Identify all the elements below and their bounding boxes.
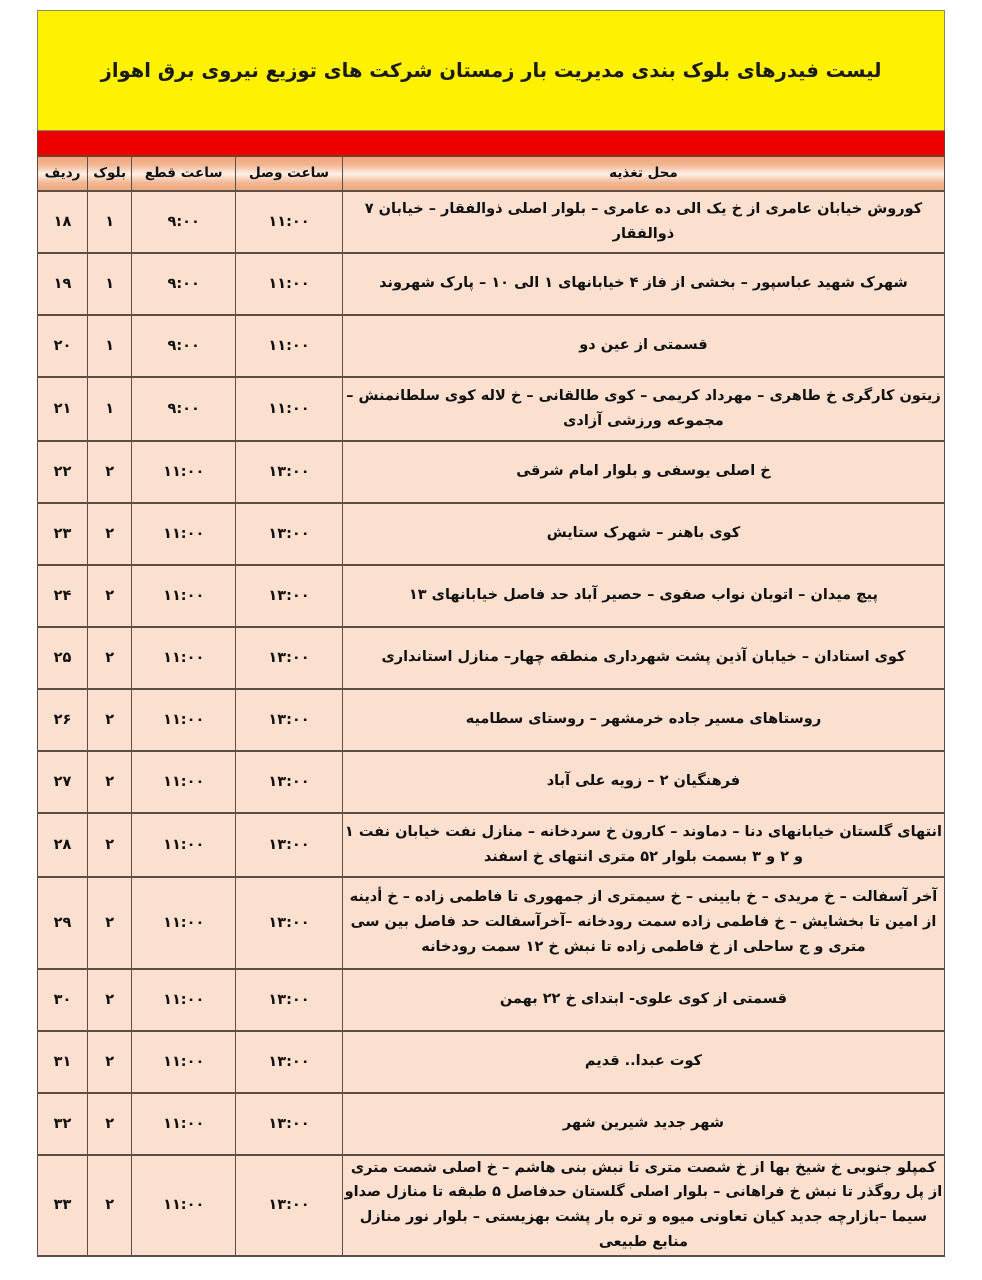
cell-index: ۳۳: [38, 1155, 88, 1257]
table-row: [38, 503, 945, 565]
page-title: لیست فیدرهای بلوک بندی مدیریت بار زمستان شرکت های توزیع نیروی برق اهواز: [100, 58, 882, 82]
cell-outage-time: ۱۱:۰۰: [132, 689, 236, 751]
cell-block: ۲: [88, 1031, 132, 1093]
table-row: [38, 751, 945, 813]
cell-location: کوروش خیابان عامری از خ یک الی ده عامری – بلوار اصلی ذوالفقار – خیابان ۷ ذوالفقار: [342, 191, 944, 253]
cell-block: ۱: [88, 191, 132, 253]
cell-location: شهرک شهید عباسپور – بخشی از فاز ۴ خیابانهای ۱ الی ۱۰ – پارک شهروند: [342, 253, 944, 315]
cell-outage-time: ۱۱:۰۰: [132, 751, 236, 813]
cell-block: ۲: [88, 969, 132, 1031]
cell-index: ۲۴: [38, 565, 88, 627]
table-row: [38, 689, 945, 751]
table-row: [38, 969, 945, 1031]
cell-restore-time: ۱۳:۰۰: [236, 1093, 343, 1155]
cell-index: ۲۰: [38, 315, 88, 377]
cell-location: کوی استادان – خیابان آذین پشت شهرداری منطقه چهار– منازل استانداری: [342, 627, 944, 689]
accent-bar: [37, 130, 945, 156]
cell-restore-time: ۱۳:۰۰: [236, 627, 343, 689]
cell-block: ۱: [88, 253, 132, 315]
cell-location: آخر آسفالت – خ مریدی – خ بایینی – خ سیمتری از جمهوری تا فاطمی زاده – خ أدینه از امین تا بخشایش – خ فاطمی زاده سمت رودخانه –آخرآسفالت حد فاصل بین سی متری و ج ساحلی از خ فاطمی زاده تا نبش خ ۱۲ سمت رودخانه: [342, 877, 944, 969]
cell-restore-time: ۱۳:۰۰: [236, 441, 343, 503]
cell-location: کوی باهنر – شهرک ستایش: [342, 503, 944, 565]
cell-index: ۲۸: [38, 813, 88, 877]
cell-index: ۳۲: [38, 1093, 88, 1155]
table-header: [38, 157, 945, 191]
cell-index: ۲۳: [38, 503, 88, 565]
table-row: [38, 191, 945, 253]
table-row: [38, 1155, 945, 1257]
table-body: [38, 191, 945, 1257]
cell-outage-time: ۹:۰۰: [132, 253, 236, 315]
cell-restore-time: ۱۳:۰۰: [236, 813, 343, 877]
cell-restore-time: ۱۳:۰۰: [236, 503, 343, 565]
cell-block: ۲: [88, 877, 132, 969]
cell-location: پیچ میدان – اتوبان نواب صفوی – حصیر آباد حد فاصل خیابانهای ۱۳: [342, 565, 944, 627]
cell-location: روستاهای مسیر جاده خرمشهر – روستای سطامیه: [342, 689, 944, 751]
cell-outage-time: ۱۱:۰۰: [132, 503, 236, 565]
cell-outage-time: ۱۱:۰۰: [132, 441, 236, 503]
cell-outage-time: ۱۱:۰۰: [132, 1155, 236, 1257]
cell-location: شهر جدید شیرین شهر: [342, 1093, 944, 1155]
cell-block: ۱: [88, 377, 132, 441]
cell-index: ۳۱: [38, 1031, 88, 1093]
cell-block: ۲: [88, 441, 132, 503]
cell-location: انتهای گلستان خیابانهای دنا – دماوند – کارون خ سردخانه – منازل نفت خیابان نفت ۱ و ۲ و ۳ بسمت بلوار ۵۲ متری انتهای خ اسفند: [342, 813, 944, 877]
schedule-table-container: [37, 156, 945, 1257]
column-header-index: ردیف: [38, 157, 88, 191]
table-row: [38, 1093, 945, 1155]
cell-location: قسمتی از کوی علوی- ابتدای خ ۲۲ بهمن: [342, 969, 944, 1031]
column-header-restore-time: ساعت وصل: [236, 157, 343, 191]
cell-restore-time: ۱۳:۰۰: [236, 1031, 343, 1093]
cell-index: ۲۹: [38, 877, 88, 969]
cell-index: ۳۰: [38, 969, 88, 1031]
table-row: [38, 315, 945, 377]
cell-block: ۲: [88, 1093, 132, 1155]
cell-outage-time: ۱۱:۰۰: [132, 565, 236, 627]
cell-restore-time: ۱۱:۰۰: [236, 253, 343, 315]
column-header-location: محل تغذیه: [342, 157, 944, 191]
table-row: [38, 877, 945, 969]
cell-restore-time: ۱۱:۰۰: [236, 377, 343, 441]
cell-index: ۲۵: [38, 627, 88, 689]
table-row: [38, 377, 945, 441]
cell-restore-time: ۱۳:۰۰: [236, 689, 343, 751]
cell-block: ۱: [88, 315, 132, 377]
table-row: [38, 565, 945, 627]
cell-location: کوت عبدا.. قدیم: [342, 1031, 944, 1093]
cell-location: زیتون کارگری خ طاهری – مهرداد کریمی – کوی طالقانی – خ لاله کوی سلطانمنش – مجموعه ورزشی آزادی: [342, 377, 944, 441]
cell-index: ۲۷: [38, 751, 88, 813]
cell-restore-time: ۱۳:۰۰: [236, 877, 343, 969]
cell-index: ۱۹: [38, 253, 88, 315]
cell-restore-time: ۱۳:۰۰: [236, 565, 343, 627]
cell-restore-time: ۱۱:۰۰: [236, 315, 343, 377]
header-row: [38, 157, 945, 191]
table-row: [38, 627, 945, 689]
cell-restore-time: ۱۳:۰۰: [236, 751, 343, 813]
cell-outage-time: ۹:۰۰: [132, 315, 236, 377]
title-band: [37, 10, 945, 130]
cell-index: ۱۸: [38, 191, 88, 253]
cell-index: ۲۲: [38, 441, 88, 503]
cell-restore-time: ۱۳:۰۰: [236, 969, 343, 1031]
cell-location: فرهنگیان ۲ – زویه علی آباد: [342, 751, 944, 813]
cell-outage-time: ۱۱:۰۰: [132, 1031, 236, 1093]
cell-outage-time: ۱۱:۰۰: [132, 969, 236, 1031]
cell-restore-time: ۱۱:۰۰: [236, 191, 343, 253]
cell-block: ۲: [88, 689, 132, 751]
title-banner: [37, 10, 945, 156]
table-row: [38, 441, 945, 503]
cell-outage-time: ۱۱:۰۰: [132, 627, 236, 689]
cell-location: قسمتی از عین دو: [342, 315, 944, 377]
cell-block: ۲: [88, 813, 132, 877]
cell-outage-time: ۱۱:۰۰: [132, 877, 236, 969]
cell-index: ۲۶: [38, 689, 88, 751]
column-header-outage-time: ساعت قطع: [132, 157, 236, 191]
table-row: [38, 813, 945, 877]
cell-block: ۲: [88, 1155, 132, 1257]
cell-outage-time: ۱۱:۰۰: [132, 813, 236, 877]
table-row: [38, 253, 945, 315]
schedule-table: [37, 156, 945, 1257]
cell-block: ۲: [88, 503, 132, 565]
cell-restore-time: ۱۳:۰۰: [236, 1155, 343, 1257]
cell-location: کمپلو جنوبی خ شیخ بها از خ شصت متری تا نبش بنی هاشم – خ اصلی شصت متری از پل روگذر تا نبش خ فراهانی – بلوار اصلی گلستان حدفاصل ۵ طبقه تا منازل صداو سیما –بازارچه جدید کیان تعاونی میوه و تره بار پشت بهزیستی – بلوار نور منازل منابع طبیعی: [342, 1155, 944, 1257]
cell-block: ۲: [88, 627, 132, 689]
column-header-block: بلوک: [88, 157, 132, 191]
cell-block: ۲: [88, 751, 132, 813]
cell-outage-time: ۹:۰۰: [132, 377, 236, 441]
cell-block: ۲: [88, 565, 132, 627]
cell-outage-time: ۹:۰۰: [132, 191, 236, 253]
cell-index: ۲۱: [38, 377, 88, 441]
cell-location: خ اصلی یوسفی و بلوار امام شرقی: [342, 441, 944, 503]
cell-outage-time: ۱۱:۰۰: [132, 1093, 236, 1155]
table-row: [38, 1031, 945, 1093]
